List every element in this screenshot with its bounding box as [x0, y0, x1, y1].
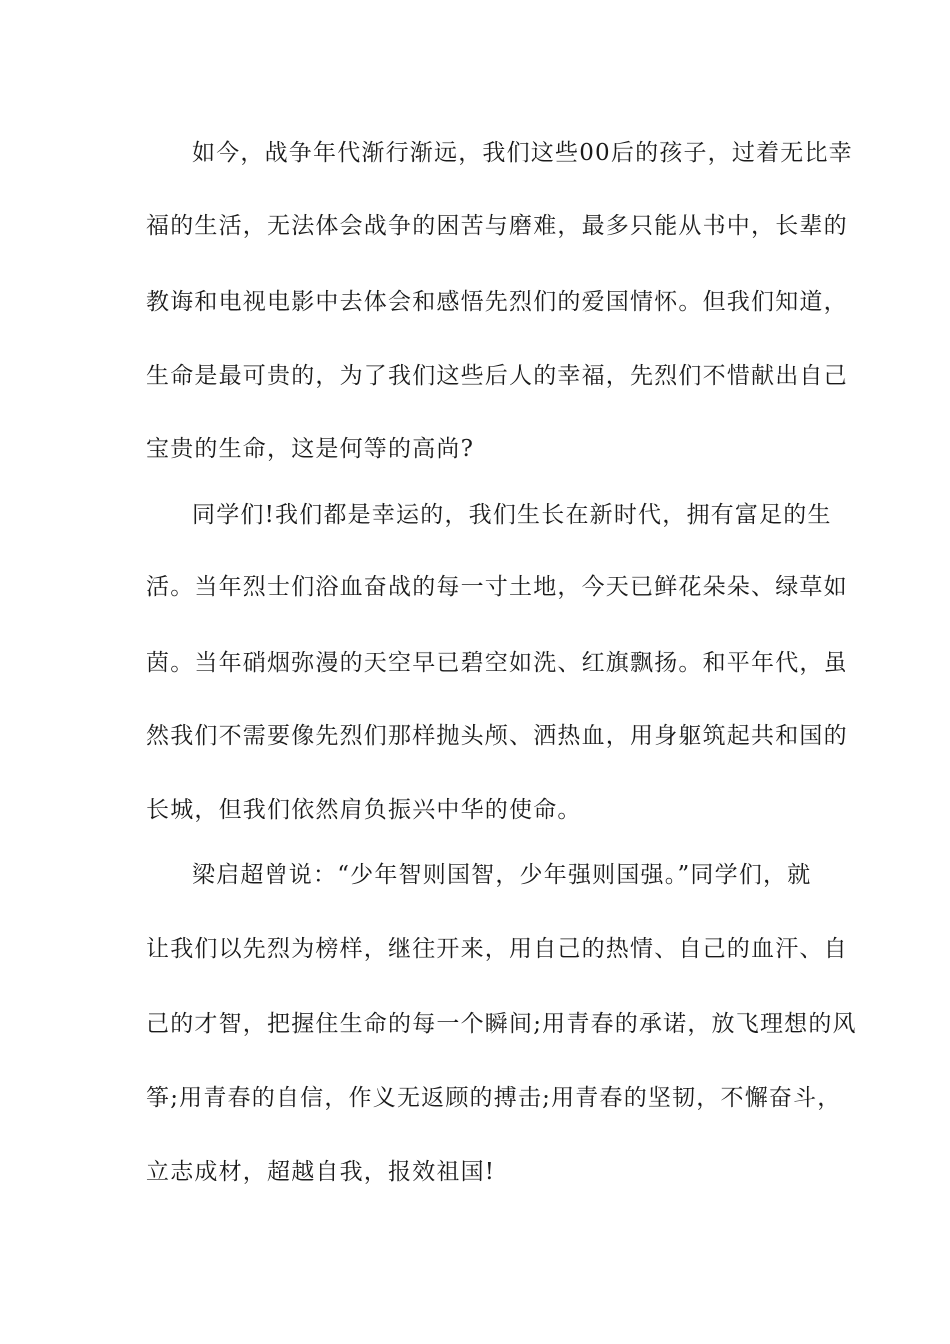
- paragraph-3-line-3: 己的才智，把握住生命的每一个瞬间;用青春的承诺，放飞理想的风: [146, 1011, 857, 1037]
- paragraph-2-line-1: 同学们!我们都是幸运的，我们生长在新时代，拥有富足的生: [192, 502, 832, 528]
- paragraph-1-line-5: 宝贵的生命，这是何等的高尚?: [146, 436, 475, 462]
- paragraph-3-line-4: 筝;用青春的自信，作义无返顾的搏击;用青春的坚韧，不懈奋斗，: [146, 1085, 842, 1111]
- paragraph-3-line-1: 梁启超曾说：“少年智则国智，少年强则国强。”同学们，就: [192, 862, 812, 888]
- paragraph-2-line-4: 然我们不需要像先烈们那样抛头颅、洒热血，用身躯筑起共和国的: [146, 723, 848, 749]
- paragraph-3-line-5: 立志成材，超越自我，报效祖国!: [146, 1159, 496, 1185]
- paragraph-1-line-3: 教诲和电视电影中去体会和感悟先烈们的爱国情怀。但我们知道，: [146, 289, 848, 315]
- paragraph-3-line-2: 让我们以先烈为榜样，继往开来，用自己的热情、自己的血汗、自: [146, 936, 848, 962]
- paragraph-1-line-4: 生命是最可贵的，为了我们这些后人的幸福，先烈们不惜献出自己: [146, 363, 848, 389]
- paragraph-2-line-3: 茵。当年硝烟弥漫的天空早已碧空如洗、红旗飘扬。和平年代，虽: [146, 650, 848, 676]
- paragraph-2-line-2: 活。当年烈士们浴血奋战的每一寸土地，今天已鲜花朵朵、绿草如: [146, 574, 848, 600]
- paragraph-2-line-5: 长城，但我们依然肩负振兴中华的使命。: [146, 797, 582, 823]
- paragraph-1-line-2: 福的生活，无法体会战争的困苦与磨难，最多只能从书中，长辈的: [146, 213, 848, 239]
- paragraph-1-line-1: 如今，战争年代渐行渐远，我们这些00后的孩子，过着无比幸: [192, 140, 853, 166]
